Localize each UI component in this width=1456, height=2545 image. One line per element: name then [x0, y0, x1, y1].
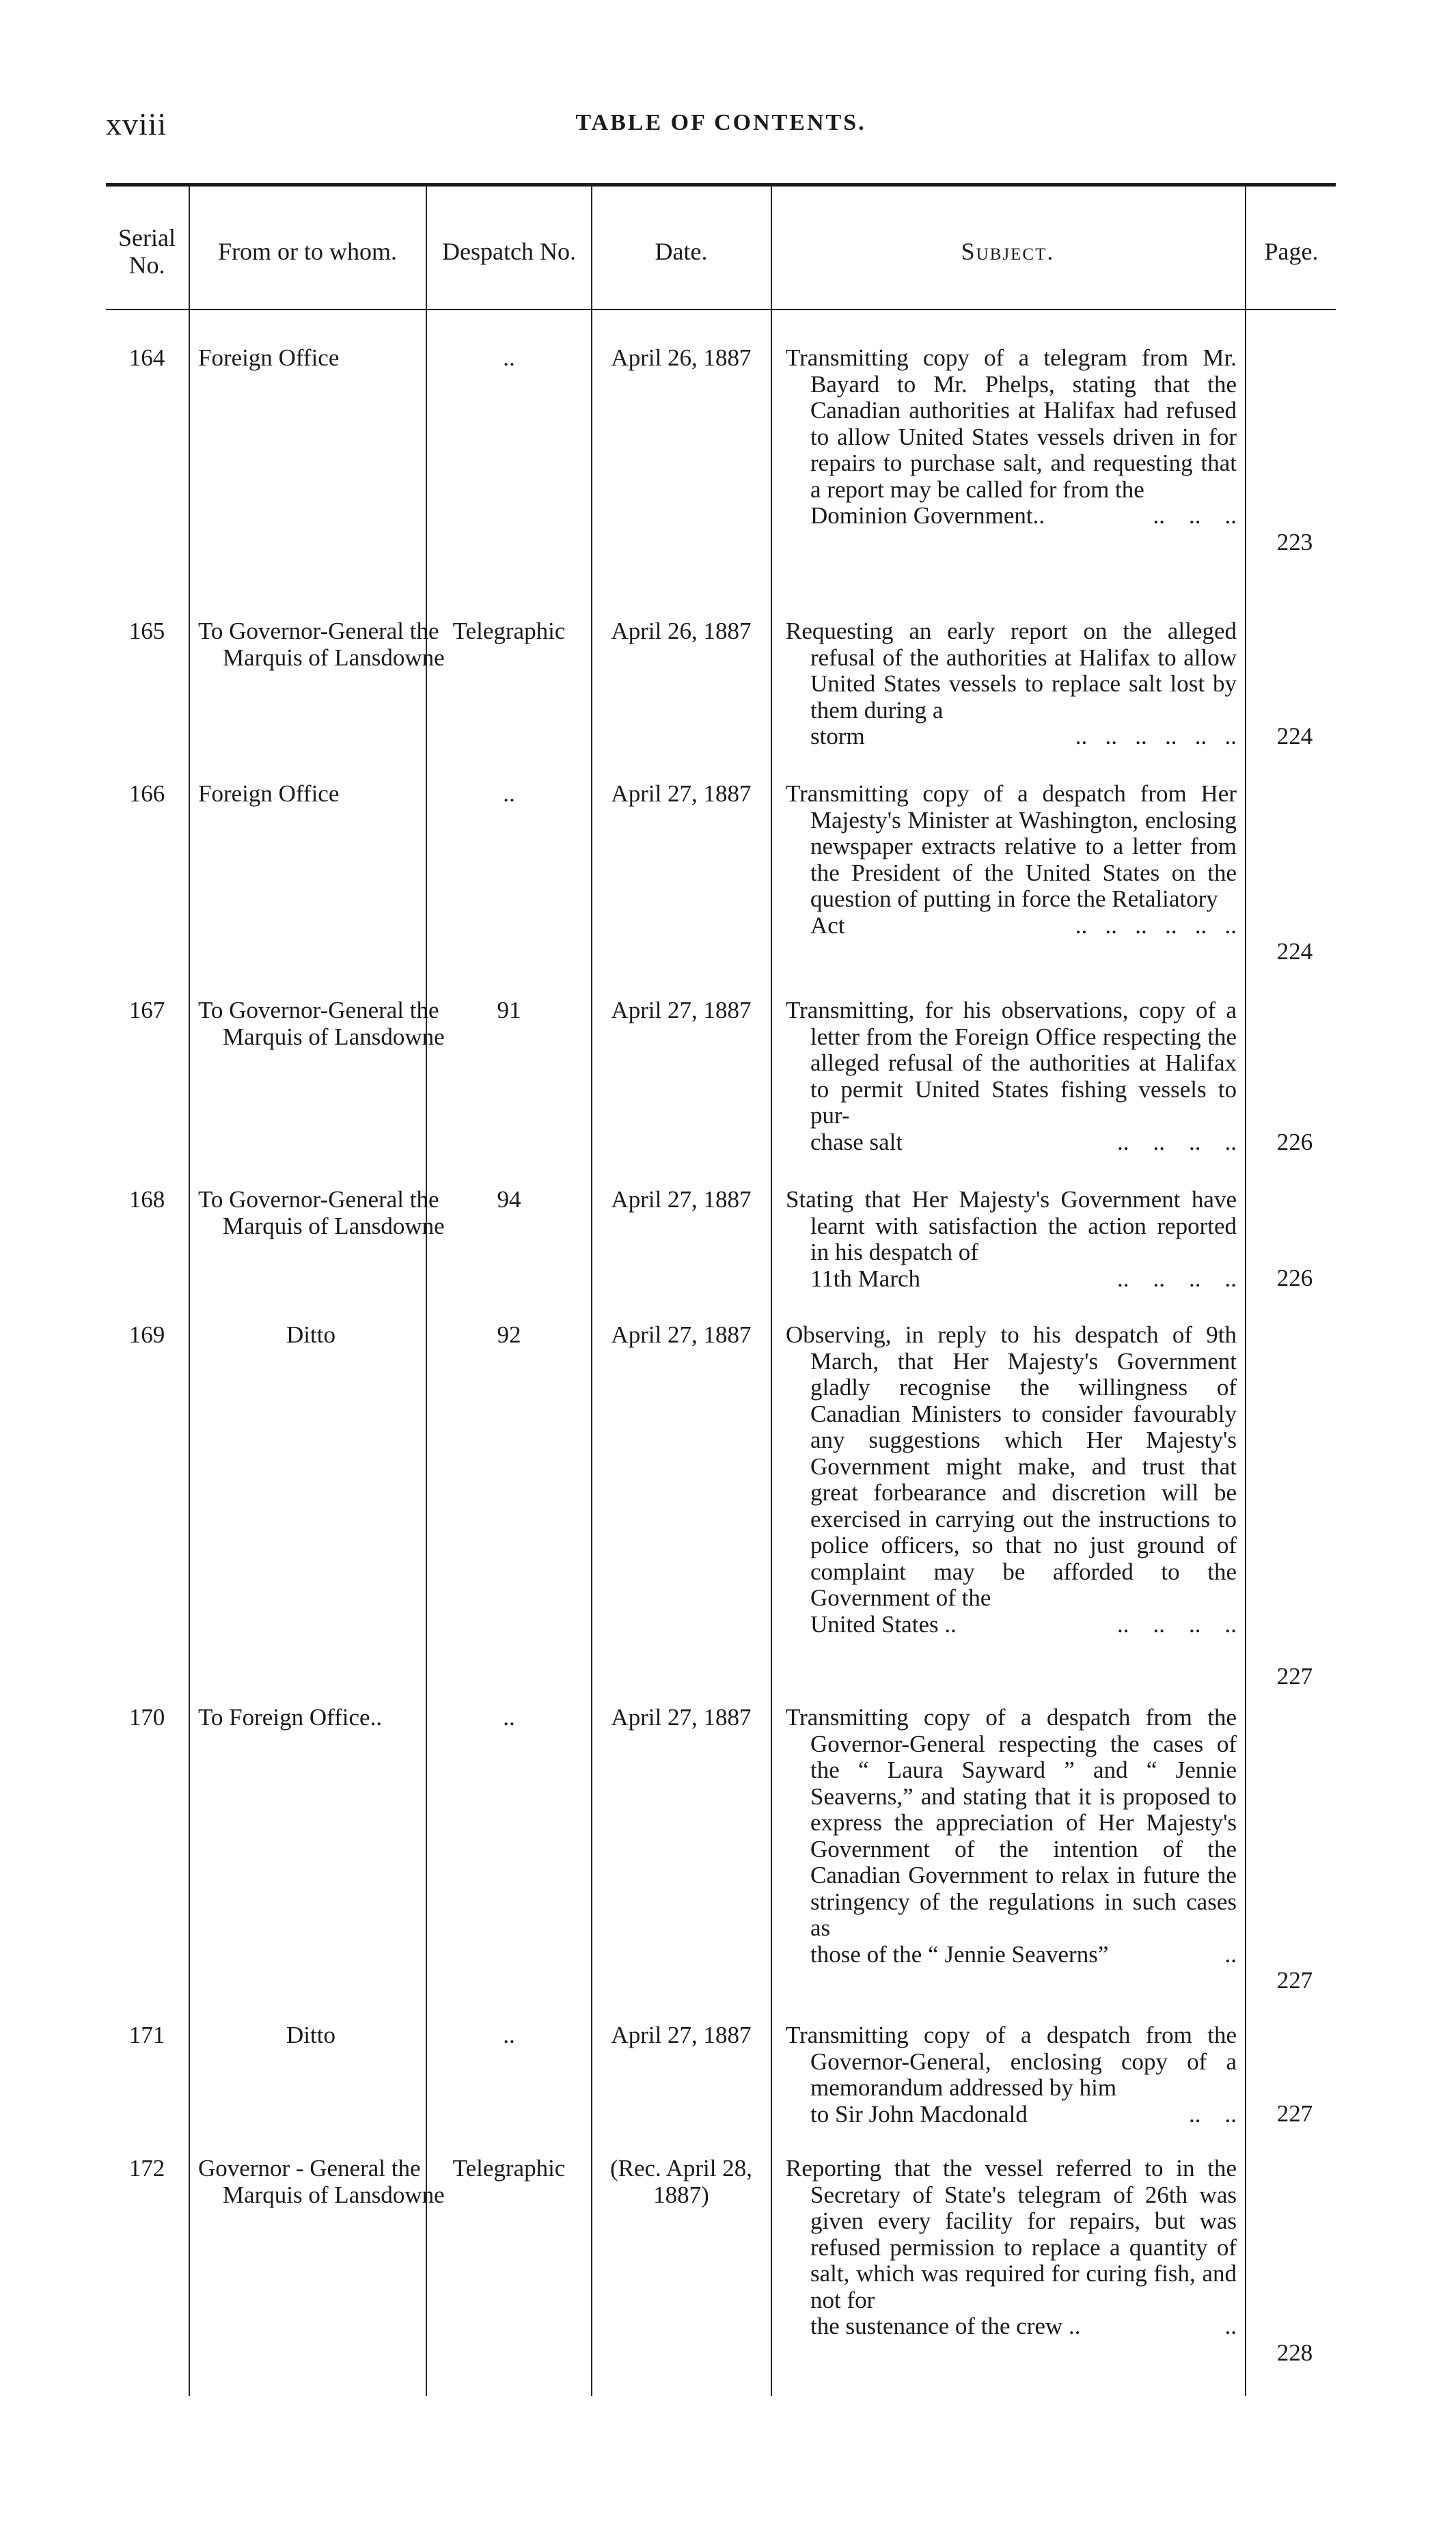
subject-text: Transmitting copy of a telegram from Mr. Bayard to Mr. Phelps, stating that the Canadian authorities at Halifax had refused to allow United States vessels driven in for repairs to purchase salt, and requesting that a report may be called for from the — [786, 344, 1237, 503]
serial-number: 168 — [128, 1186, 165, 1213]
subject — [786, 1705, 1237, 1968]
despatch-number: Telegraphic — [452, 618, 566, 644]
column-header-page: Page. — [1264, 237, 1319, 265]
subject — [786, 1187, 1237, 1292]
serial-number: 167 — [128, 997, 165, 1023]
date: (Rec. April 28, 1887) — [609, 2155, 753, 2208]
page-reference: 228 — [1276, 2339, 1313, 2366]
serial-number: 166 — [128, 780, 165, 807]
column-divider — [771, 186, 772, 2396]
subject-text: Transmitting copy of a despatch from the Governor-General, enclosing copy of a memorandum addressed by him — [786, 2022, 1237, 2101]
date: April 27, 1887 — [611, 1704, 752, 1731]
subject-text: Stating that Her Majesty's Government have learnt with satisfaction the action reported in his despatch of — [786, 1186, 1237, 1265]
subject-last-line: United States .. — [810, 1610, 957, 1638]
subject — [786, 1322, 1237, 1638]
subject-last-line: storm — [810, 723, 865, 749]
header-rule — [106, 309, 1336, 310]
subject — [786, 345, 1237, 529]
subject — [786, 2156, 1237, 2340]
column-divider — [591, 186, 592, 2396]
column-divider — [426, 186, 427, 2396]
leader-dots: .. — [1224, 1940, 1237, 1968]
subject-text: Reporting that the vessel referred to in the Secretary of State's telegram of 26th was given every facility for repairs, but was refused permission to replace a quantity of salt, which was required for curing fish, and not for — [786, 2155, 1237, 2313]
page-reference: 224 — [1276, 723, 1313, 749]
from-to-whom: To Foreign Office.. — [198, 1704, 383, 1731]
leader-dots: .. .. .. .. — [1117, 1265, 1237, 1292]
subject-text: Transmitting copy of a despatch from the Governor-General respecting the cases of the “ Laura Sayward ” and “ Jennie Seaverns,” and stating that it is proposed to express the appreciation of Her Majesty's Government of the intention of the Canadian Government to relax in future the stringency of the regulations in such cases as — [786, 1704, 1237, 1941]
leader-dots: .. .. .. .. .. .. — [1075, 911, 1237, 939]
leader-dots: .. — [1224, 2313, 1237, 2339]
date: April 26, 1887 — [611, 344, 752, 371]
from-to-whom: To Governor-General the Marquis of Lansdowne — [198, 997, 445, 1050]
top-rule — [106, 183, 1336, 187]
despatch-number: .. — [503, 2022, 515, 2048]
from-to-whom: Governor - General the Marquis of Lansdowne — [198, 2155, 445, 2208]
date: April 27, 1887 — [611, 997, 752, 1023]
leader-dots: .. .. .. .. — [1117, 1128, 1237, 1155]
page-reference: 226 — [1276, 1265, 1313, 1291]
subject-last-line: to Sir John Macdonald — [810, 2100, 1028, 2128]
subject-text: Transmitting copy of a despatch from Her Majesty's Minister at Washington, enclosing newspaper extracts relative to a letter from the President of the United States on the question of putting in force the Retaliatory — [786, 780, 1237, 912]
date: April 26, 1887 — [611, 618, 752, 644]
despatch-number: 92 — [497, 1321, 521, 1348]
serial-number: 165 — [128, 618, 165, 644]
leader-dots: .. .. .. .. — [1117, 1610, 1237, 1638]
subject — [786, 781, 1237, 939]
despatch-number: Telegraphic — [452, 2155, 566, 2182]
despatch-number: .. — [503, 344, 515, 371]
date: April 27, 1887 — [611, 2022, 752, 2048]
column-header-serial: Serial No. — [118, 223, 176, 279]
page-reference: 223 — [1276, 529, 1313, 555]
running-title: TABLE OF CONTENTS. — [575, 110, 866, 135]
date: April 27, 1887 — [611, 1186, 752, 1213]
column-header-subject: Subject. — [961, 237, 1055, 265]
serial-number: 169 — [128, 1321, 165, 1348]
page-reference: 224 — [1276, 938, 1313, 965]
from-to-whom: Foreign Office — [198, 780, 340, 807]
column-divider — [189, 186, 190, 2396]
serial-number: 171 — [128, 2022, 165, 2048]
serial-number: 170 — [128, 1704, 165, 1731]
despatch-number: 91 — [497, 997, 521, 1023]
column-header-date: Date. — [655, 237, 708, 265]
subject-last-line: the sustenance of the crew .. — [810, 2313, 1081, 2339]
serial-number: 172 — [128, 2155, 165, 2182]
page-reference: 227 — [1276, 1967, 1313, 1994]
leader-dots: .. .. .. .. .. .. — [1075, 723, 1237, 749]
page-number: xviii — [106, 107, 167, 141]
from-to-whom: Ditto — [286, 1321, 335, 1348]
despatch-number: .. — [503, 780, 515, 807]
subject-last-line: Act — [810, 911, 845, 939]
subject-last-line: Dominion Government.. — [810, 502, 1045, 529]
from-to-whom: To Governor-General the Marquis of Lansdowne — [198, 618, 445, 671]
leader-dots: .. .. — [1189, 2100, 1237, 2128]
page-header — [106, 106, 1336, 147]
subject-text: Transmitting, for his observations, copy of a letter from the Foreign Office respecting the alleged refusal of the authorities at Halifax to permit United States fishing vessels to pur- — [786, 997, 1237, 1129]
column-divider — [1245, 186, 1246, 2396]
page-reference: 227 — [1276, 2100, 1313, 2127]
from-to-whom: To Governor-General the Marquis of Lansdowne — [198, 1186, 445, 1239]
subject-last-line: 11th March — [810, 1265, 921, 1292]
column-header-despatch: Despatch No. — [442, 237, 576, 265]
subject-last-line: those of the “ Jennie Seaverns” — [810, 1940, 1109, 1968]
page-reference: 226 — [1276, 1129, 1313, 1155]
despatch-number: .. — [503, 1704, 515, 1731]
serial-number: 164 — [128, 344, 165, 371]
subject — [786, 998, 1237, 1155]
subject-text: Requesting an early report on the alleged refusal of the authorities at Halifax to allow United States vessels to replace salt lost by them during a — [786, 618, 1237, 724]
page-reference: 227 — [1276, 1663, 1313, 1690]
column-header-from: From or to whom. — [217, 237, 397, 265]
date: April 27, 1887 — [611, 780, 752, 807]
subject-last-line: chase salt — [810, 1128, 903, 1155]
from-to-whom: Foreign Office — [198, 344, 340, 371]
despatch-number: 94 — [497, 1186, 521, 1213]
leader-dots: .. .. .. — [1153, 502, 1237, 529]
subject-text: Observing, in reply to his despatch of 9th March, that Her Majesty's Government gladly recognise the willingness of Canadian Ministers to consider favourably any suggestions which Her Majesty's Government might make, and trust that great forbearance and discretion will be exercised in carrying out the instructions to police officers, so that no just ground of complaint may be afforded to the Government of the — [786, 1321, 1237, 1611]
subject — [786, 618, 1237, 750]
subject — [786, 2022, 1237, 2128]
date: April 27, 1887 — [611, 1321, 752, 1348]
from-to-whom: Ditto — [286, 2022, 335, 2048]
